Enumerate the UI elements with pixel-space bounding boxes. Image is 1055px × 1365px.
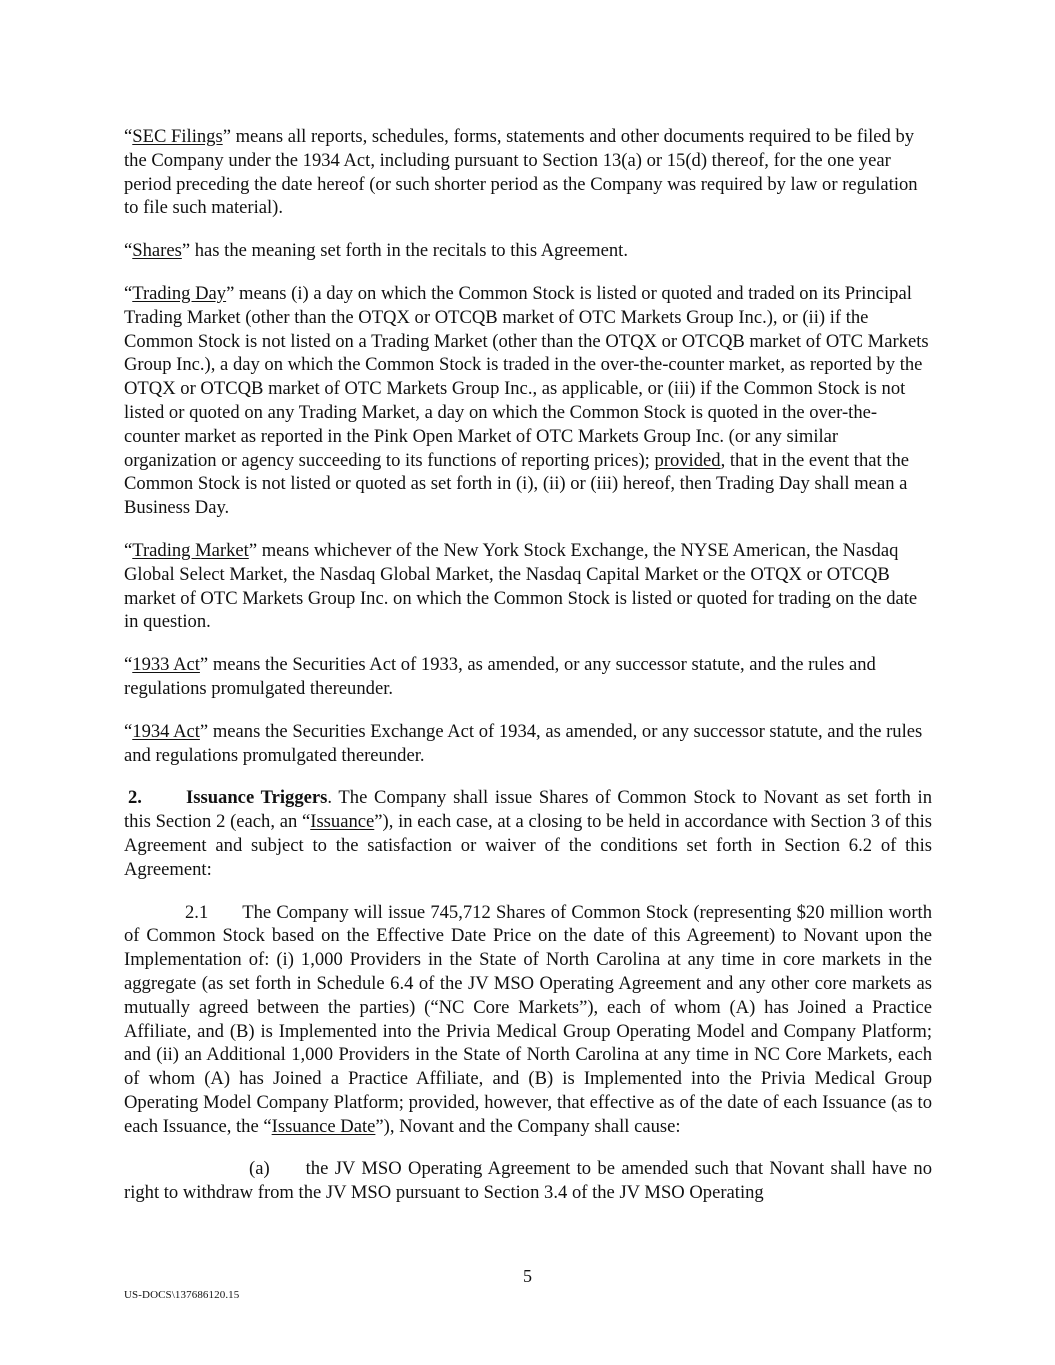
- section-2-1: [124, 901, 932, 1139]
- document-body: [124, 125, 932, 1224]
- definition-trading-market: “Trading Market” means whichever of the New York Stock Exchange, the NYSE American, the Nasdaq Global Select Market, the Nasdaq Global Market, the Nasdaq Capital Market or the OTQX or OTCQB market of OTC Markets Group Inc. on which the Common Stock is listed or quoted for trading on the date in question.: [124, 539, 918, 633]
- definition-sec-filings: “SEC Filings” means all reports, schedules, forms, statements and other documents required to be filed by the Company under the 1934 Act, including pursuant to Section 13(a) or 15(d) thereof, for the one year period preceding the date hereof (or such shorter period as the Company was required by law or regulation to file such material).: [124, 126, 918, 219]
- definition-text: ” means (i) a day on which the Common Stock is listed or quoted and traded on its Principal Trading Market (other than the OTQX or OTCQB market of OTC Markets Group Inc.), or (ii) if the Common Stock is not listed on a Trading Market (other than the OTQX or OTCQB market of OTC Markets Group Inc.), a day on which the Common Stock is traded in the over-the-counter market, as reported by the OTQX or OTCQB market of OTC Markets Group Inc., as applicable, or (iii) if the Common Stock is not listed or quoted on any Trading Market, a day on which the Common Stock is quoted in the over-the-counter market as reported in the Pink Open Market of OTC Markets Group Inc. (or any similar organization or agency succeeding to its functions of reporting prices);: [124, 282, 929, 471]
- document-id: US-DOCS\137686120.15: [124, 1289, 240, 1301]
- defined-term: 1933 Act: [132, 654, 200, 676]
- defined-term: Trading Market: [132, 539, 249, 561]
- definition-text: ” means the Securities Exchange Act of 1934, as amended, or any successor statute, and the rules and regulations promulgated thereunder.: [124, 720, 923, 766]
- definition-1934-act: “1934 Act” means the Securities Exchange Act of 1934, as amended, or any successor statute, and the rules and regulations promulgated thereunder.: [124, 720, 923, 766]
- subsection-number: 2.1: [185, 901, 209, 923]
- section-number: 2.: [128, 787, 142, 809]
- provided-term: provided: [654, 449, 721, 471]
- item-text: the JV MSO Operating Agreement to be amended such that Novant shall have no right to withdraw from the JV MSO pursuant to Section 3.4 of the JV MSO Operating: [124, 1158, 932, 1204]
- defined-term: 1934 Act: [132, 720, 200, 742]
- definition-text: ” means whichever of the New York Stock Exchange, the NYSE American, the Nasdaq Global Select Market, the Nasdaq Global Market, the Nasdaq Capital Market or the OTQX or OTCQB market of OTC Markets Group Inc. on which the Common Stock is listed or quoted for trading on the date in question.: [124, 539, 918, 633]
- item-label: (a): [249, 1158, 270, 1180]
- definition-text-continued: , that in the event that the Common Stock is not listed or quoted as set forth in (i), (ii) or (iii) hereof, then Trading Day shall mean a Business Day.: [124, 449, 910, 519]
- defined-term: Trading Day: [132, 282, 227, 304]
- definition-1933-act: “1933 Act” means the Securities Act of 1933, as amended, or any successor statute, and the rules and regulations promulgated thereunder.: [124, 654, 876, 699]
- definition-text: ” means all reports, schedules, forms, statements and other documents required to be filed by the Company under the 1934 Act, including pursuant to Section 13(a) or 15(d) thereof, for the one year period preceding the date hereof (or such shorter period as the Company was required by law or regulation to file such material).: [124, 126, 918, 219]
- definition-trading-day: “Trading Day” means (i) a day on which the Common Stock is listed or quoted and traded on its Principal Trading Market (other than the OTQX or OTCQB market of OTC Markets Group Inc.), or (ii) if the Common Stock is not listed on a Trading Market (other than the OTQX or OTCQB market of OTC Markets Group Inc.), a day on which the Common Stock is traded in the over-the-counter market, as reported by the OTQX or OTCQB market of OTC Markets Group Inc., as applicable, or (iii) if the Common Stock is not listed or quoted on any Trading Market, a day on which the Common Stock is quoted in the over-the-counter market as reported in the Pink Open Market of OTC Markets Group Inc. (or any similar organization or agency succeeding to its functions of reporting prices); provided, that in the event that the Common Stock is not listed or quoted as set forth in (i), (ii) or (iii) hereof, then Trading Day shall mean a Business Day.: [124, 282, 929, 519]
- defined-term: SEC Filings: [132, 126, 223, 147]
- item-a: [124, 1157, 932, 1205]
- subsection-text: The Company will issue 745,712 Shares of Common Stock (representing $20 million worth of Common Stock based on the Effective Date Price on the date of this Agreement) to Novant upon the Implementation of: (i) 1,000 Providers in the State of North Carolina at any time in core markets in the aggregate (as set forth in Schedule 6.4 of the JV MSO Operating Agreement and any other core markets as mutually agreed between the parties) (“NC Core Markets”), each of whom (A) has Joined a Practice Affiliate, and (B) is Implemented into the Privia Medical Group Operating Model and Company Platform; and (ii) an Additional 1,000 Providers in the State of North Carolina at any time in NC Core Markets, each of whom (A) has Joined a Practice Affiliate, and (B) is Implemented into the Privia Medical Group Operating Model Company Platform; provided, however, that effective as of the date of each Issuance (as to each Issuance, the “: [124, 901, 932, 1137]
- definition-text: ” has the meaning set forth in the recitals to this Agreement.: [181, 240, 628, 262]
- defined-term: Issuance Date: [271, 1115, 376, 1137]
- definition-shares: “Shares” has the meaning set forth in the recitals to this Agreement.: [124, 240, 628, 262]
- defined-term: Issuance: [310, 811, 375, 833]
- section-text: . The Company shall issue Shares of Common Stock to Novant as set forth in this Section 2 (each, an “: [124, 787, 933, 833]
- definition-text: ” means the Securities Act of 1933, as amended, or any successor statute, and the rules and regulations promulgated thereunder.: [124, 654, 876, 699]
- section-title: Issuance Triggers: [186, 787, 328, 809]
- section-text-continued: ”), in each case, at a closing to be held in accordance with Section 3 of this Agreement and subject to the satisfaction or waiver of the conditions set forth in Section 6.2 of this Agreement:: [124, 811, 933, 880]
- defined-term: Shares: [132, 240, 182, 262]
- page-number: 5: [523, 1266, 532, 1286]
- subsection-text-continued: ”), Novant and the Company shall cause:: [375, 1115, 681, 1137]
- section-2: [124, 786, 932, 881]
